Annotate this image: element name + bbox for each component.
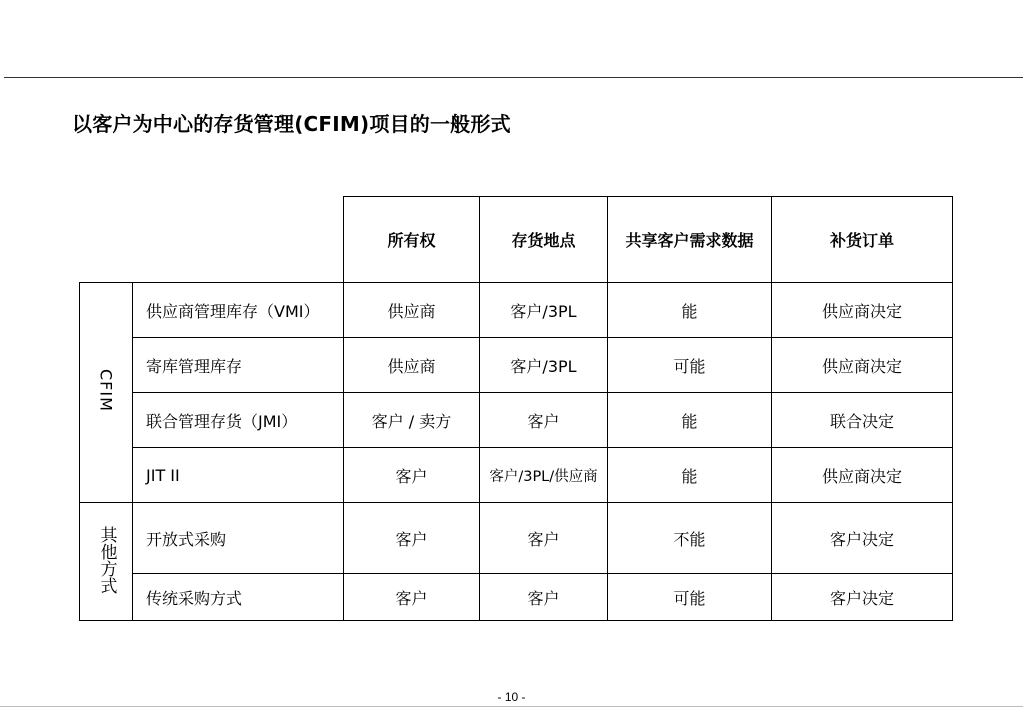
row-label: 寄库管理库存 <box>133 338 344 393</box>
cell-ownership: 客户 <box>344 503 480 574</box>
row-label: 传统采购方式 <box>133 574 344 621</box>
cell-ownership: 客户 <box>344 448 480 503</box>
footer-divider <box>0 706 1023 707</box>
cell-location: 客户/3PL/供应商 <box>480 448 608 503</box>
table-row <box>80 393 953 448</box>
cell-shared-data: 不能 <box>608 503 772 574</box>
cell-ownership: 供应商 <box>344 283 480 338</box>
cell-replenishment: 供应商决定 <box>772 338 953 393</box>
cell-replenishment: 联合决定 <box>772 393 953 448</box>
table-row <box>80 448 953 503</box>
group-label-cfim <box>80 283 133 503</box>
cell-shared-data: 能 <box>608 393 772 448</box>
cell-shared-data: 可能 <box>608 338 772 393</box>
cell-ownership: 供应商 <box>344 338 480 393</box>
group-label-other-methods <box>80 503 133 621</box>
cell-shared-data: 能 <box>608 283 772 338</box>
table-corner-cell <box>80 197 344 283</box>
page-number: - 10 - <box>497 690 526 704</box>
table-row <box>80 574 953 621</box>
table-row <box>80 283 953 338</box>
column-header-shared-demand-data: 共享客户需求数据 <box>608 197 772 283</box>
cell-replenishment: 客户决定 <box>772 574 953 621</box>
cell-shared-data: 能 <box>608 448 772 503</box>
column-header-ownership: 所有权 <box>344 197 480 283</box>
cell-ownership: 客户 <box>344 574 480 621</box>
header-divider <box>4 77 1023 78</box>
cell-replenishment: 供应商决定 <box>772 283 953 338</box>
table-header-row <box>80 197 953 283</box>
page-title: 以客户为中心的存货管理(CFIM)项目的一般形式 <box>72 112 511 136</box>
row-label: 联合管理存货（JMI） <box>133 393 344 448</box>
cell-location: 客户 <box>480 574 608 621</box>
cell-replenishment: 供应商决定 <box>772 448 953 503</box>
column-header-replenishment-order: 补货订单 <box>772 197 953 283</box>
cell-location: 客户/3PL <box>480 338 608 393</box>
cell-replenishment: 客户决定 <box>772 503 953 574</box>
group-label-cfim-text: CFIM <box>96 369 116 412</box>
cell-location: 客户 <box>480 503 608 574</box>
row-label: JIT II <box>133 448 344 503</box>
table-row <box>80 503 953 574</box>
row-label: 供应商管理库存（VMI） <box>133 283 344 338</box>
cell-location: 客户/3PL <box>480 283 608 338</box>
cell-shared-data: 可能 <box>608 574 772 621</box>
table-row <box>80 338 953 393</box>
cell-ownership: 客户 / 卖方 <box>344 393 480 448</box>
group-label-other-methods-text: 其他方式 <box>96 525 117 594</box>
column-header-inventory-location: 存货地点 <box>480 197 608 283</box>
cell-location: 客户 <box>480 393 608 448</box>
row-label: 开放式采购 <box>133 503 344 574</box>
cfim-comparison-table <box>79 196 953 621</box>
